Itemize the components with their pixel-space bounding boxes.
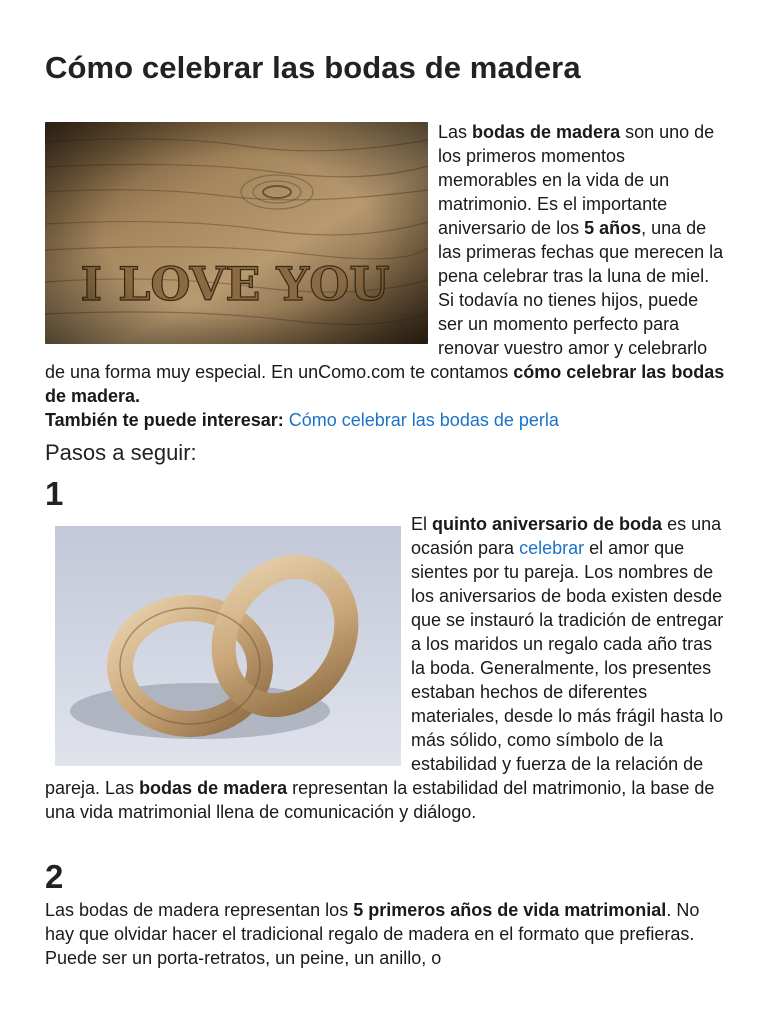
page-title: Cómo celebrar las bodas de madera [45, 50, 581, 85]
also-interest-label: También te puede interesar: [45, 410, 289, 430]
wooden-rings-image [55, 526, 401, 766]
steps-heading: Pasos a seguir: [45, 440, 197, 465]
i-love-you-wood-image [45, 122, 428, 344]
celebrar-link[interactable]: celebrar [519, 538, 585, 558]
wooden-rings-picture [55, 526, 401, 766]
step-2-paragraph: Las bodas de madera representan los 5 primeros años de vida matrimonial. No hay que olvidar hacer el tradicional regalo de madera en el formato que prefieras. Puede ser un porta-retratos, un peine, un anillo, o [45, 900, 700, 968]
step-number-2: 2 [45, 858, 64, 895]
related-article-link[interactable]: Cómo celebrar las bodas de perla [288, 410, 559, 430]
step-number-1: 1 [45, 475, 64, 512]
intro-paragraph: Las bodas de madera son uno de los primeros momentos memorables en la vida de un matrimonio. Es el importante aniversario de los 5 años, una de las primeras fechas que merecen la pena celebrar tras la luna de miel. Si todavía no tienes hijos, puede ser un momento perfecto para renovar vuestro amor y celebrarlo de una forma muy especial. En unComo.com te contamos cómo celebrar las bodas de madera. También te puede interesar: Cómo celebrar las bodas de perla [45, 122, 725, 430]
wood-plank-image [45, 122, 428, 344]
step-1-paragraph: El quinto aniversario de boda es una ocasión para celebrar el amor que sientes por tu pareja. Los nombres de los aniversarios de boda existen desde que se instauró la tradición de entregar a los maridos un regalo cada año tras la boda. Generalmente, los presentes estaban hechos de diferentes materiales, desde lo más frágil hasta lo más sólido, como símbolo de la estabilidad y fuerza de la relación de pareja. Las bodas de madera representan la estabilidad del matrimonio, la base de una vida matrimonial llena de comunicación y diálogo. [45, 514, 724, 822]
